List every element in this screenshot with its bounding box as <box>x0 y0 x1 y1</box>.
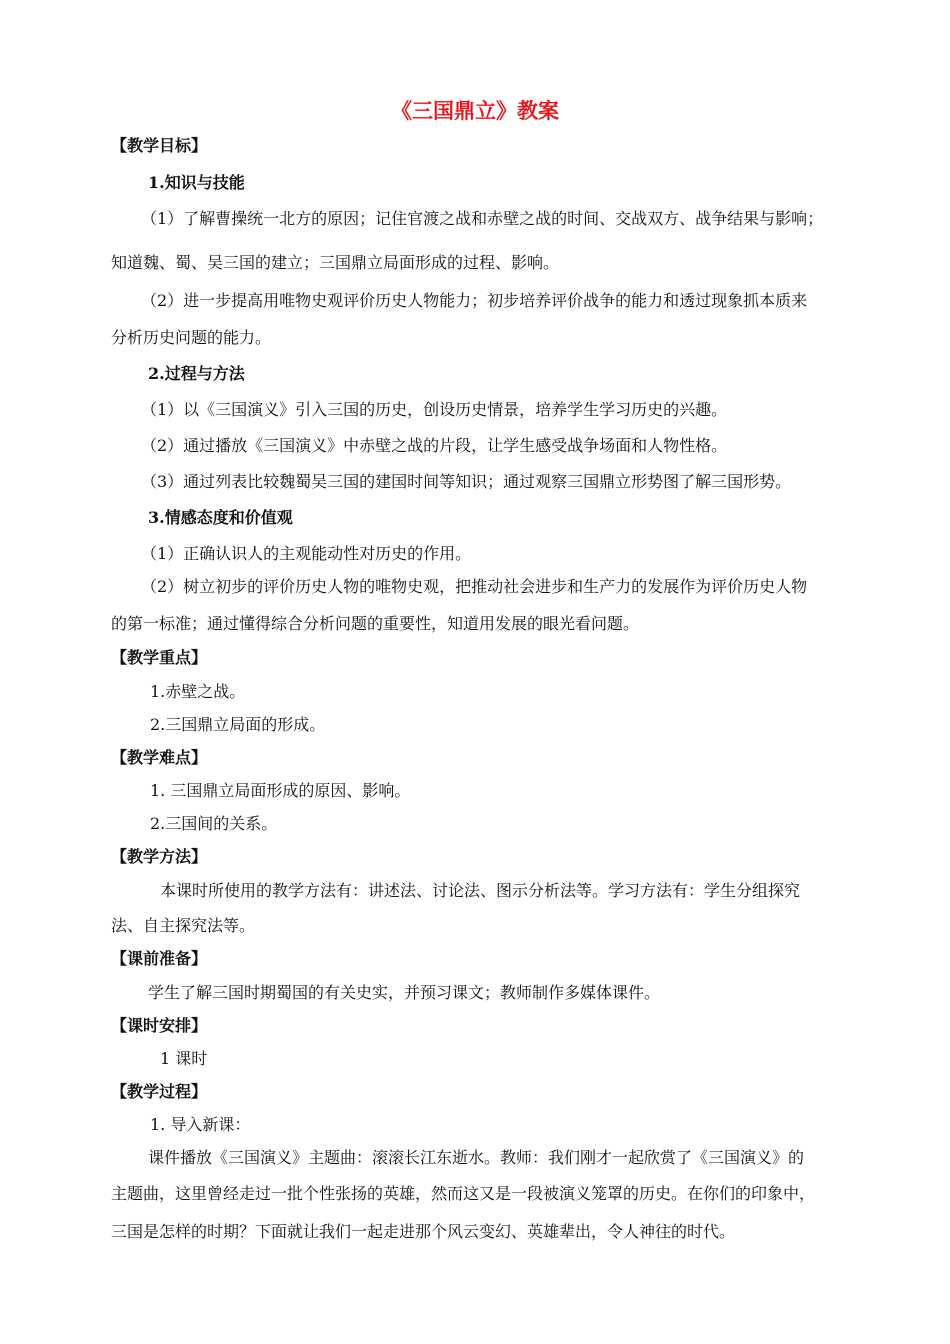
list-item: （1）以《三国演义》引入三国的历史，创设历史情景，培养学生学习历史的兴趣。 <box>141 400 728 419</box>
paragraph-line: 1 课时 <box>160 1049 208 1068</box>
paragraph-line: （1）了解曹操统一北方的原因；记住官渡之战和赤壁之战的时间、交战双方、战争结果与影响； <box>141 209 824 228</box>
paragraph-line: 的第一标准；通过懂得综合分析问题的重要性，知道用发展的眼光看问题。 <box>111 614 640 633</box>
paragraph-line: （2）进一步提高用唯物史观评价历史人物能力；初步培养评价战争的能力和透过现象抓本质来 <box>141 291 808 310</box>
paragraph-line: 三国是怎样的时期？下面就让我们一起走进那个风云变幻、英雄辈出，令人神往的时代。 <box>111 1222 736 1241</box>
paragraph-line: 知道魏、蜀、吴三国的建立；三国鼎立局面形成的过程、影响。 <box>111 253 560 272</box>
subheading-values: 3.情感态度和价值观 <box>148 508 293 527</box>
section-heading-process: 【教学过程】 <box>111 1082 208 1101</box>
paragraph-line: 主题曲，这里曾经走过一批个性张扬的英雄，然而这又是一段被演义笼罩的历史。在你们的印象中， <box>111 1184 816 1203</box>
section-heading-schedule: 【课时安排】 <box>111 1016 208 1035</box>
paragraph-line: 本课时所使用的教学方法有：讲述法、讨论法、图示分析法等。学习方法有：学生分组探究 <box>160 881 801 900</box>
section-heading-methods: 【教学方法】 <box>111 847 208 866</box>
list-item: 1. 导入新课： <box>150 1115 251 1134</box>
list-item: 1. 三国鼎立局面形成的原因、影响。 <box>150 781 411 800</box>
list-item: （3）通过列表比较魏蜀吴三国的建国时间等知识；通过观察三国鼎立形势图了解三国形势。 <box>141 472 792 491</box>
paragraph-line: （2）树立初步的评价历史人物的唯物史观，把推动社会进步和生产力的发展作为评价历史人物 <box>141 577 808 596</box>
paragraph-line: 分析历史问题的能力。 <box>111 328 272 347</box>
document-title: 《三国鼎立》教案 <box>391 98 559 123</box>
paragraph-line: 课件播放《三国演义》主题曲：滚滚长江东逝水。教师：我们刚才一起欣赏了《三国演义》的 <box>148 1148 805 1167</box>
paragraph-line: 法、自主探究法等。 <box>111 916 256 935</box>
list-item: （1）正确认识人的主观能动性对历史的作用。 <box>141 544 472 563</box>
section-heading-goals: 【教学目标】 <box>111 136 208 155</box>
paragraph-line: 学生了解三国时期蜀国的有关史实，并预习课文；教师制作多媒体课件。 <box>148 983 661 1002</box>
section-heading-preparation: 【课前准备】 <box>111 949 208 968</box>
list-item: （2）通过播放《三国演义》中赤壁之战的片段，让学生感受战争场面和人物性格。 <box>141 436 728 455</box>
list-item: 1.赤壁之战。 <box>150 682 246 701</box>
subheading-process-methods: 2.过程与方法 <box>148 364 245 383</box>
list-item: 2.三国间的关系。 <box>150 814 278 833</box>
section-heading-difficulties: 【教学难点】 <box>111 748 208 767</box>
list-item: 2.三国鼎立局面的形成。 <box>150 715 326 734</box>
subheading-knowledge-skills: 1.知识与技能 <box>148 173 245 192</box>
section-heading-key-points: 【教学重点】 <box>111 648 208 667</box>
